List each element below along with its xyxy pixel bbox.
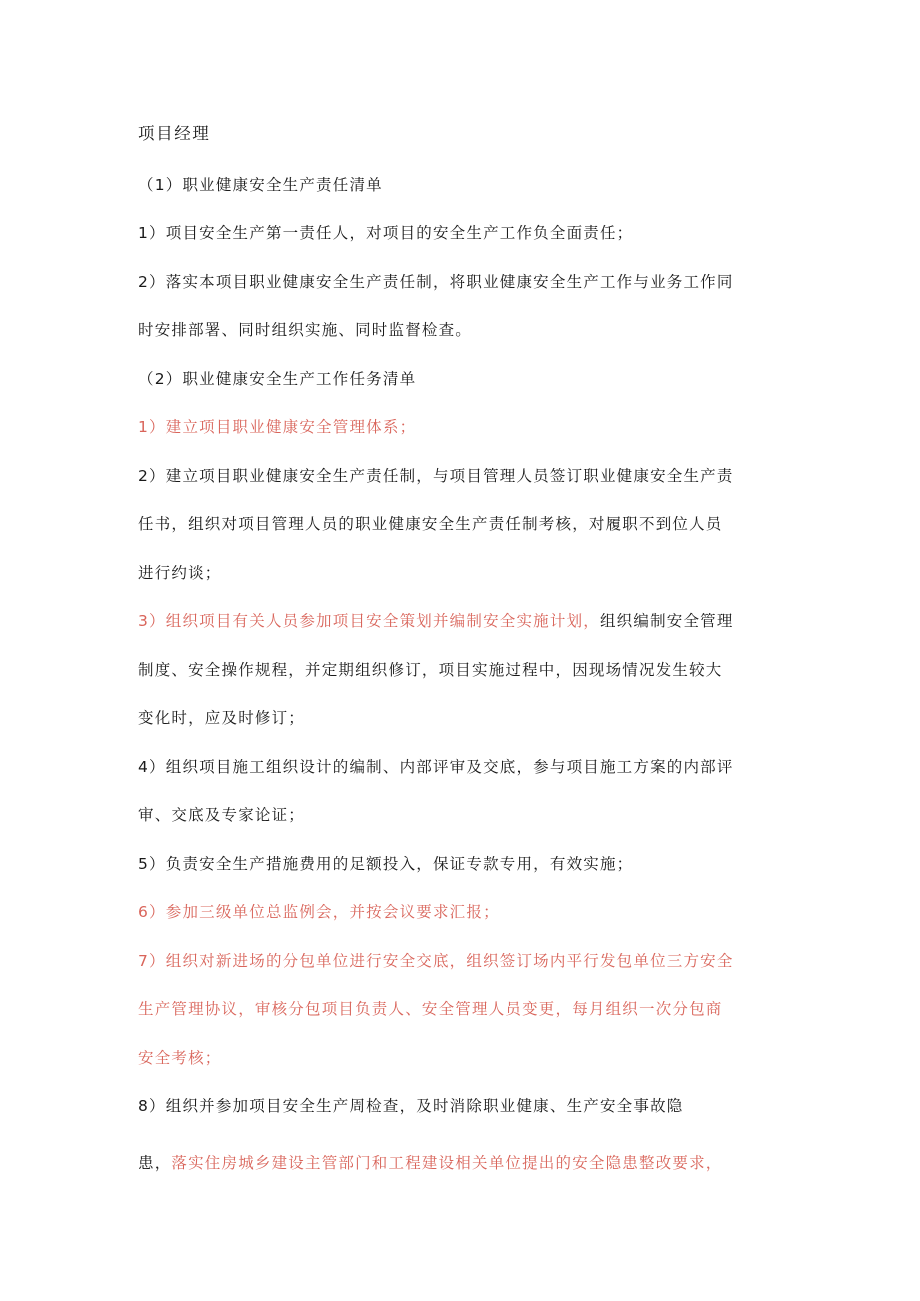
section-2-item-3-line-2: 制度、安全操作规程，并定期组织修订，项目实施过程中，因现场情况发生较大 [138, 661, 723, 679]
document-title: 项目经理 [138, 124, 211, 143]
section-2-item-7-line-2: 生产管理协议，审核分包项目负责人、安全管理人员变更，每月组织一次分包商 [138, 1000, 723, 1018]
section-1-item-2-line-1: 2）落实本项目职业健康安全生产责任制，将职业健康安全生产工作与业务工作同 [138, 273, 734, 291]
section-2-item-8-highlight: 落实住房城乡建设主管部门和工程建设相关单位提出的安全隐患整改要求， [171, 1154, 723, 1172]
section-2-item-8-line-2 [138, 1153, 723, 1173]
section-2-item-5: 5）负责安全生产措施费用的足额投入，保证专款专用，有效实施； [138, 855, 634, 873]
section-2-item-8-line-1: 8）组织并参加项目安全生产周检查，及时消除职业健康、生产安全事故隐 [138, 1097, 684, 1115]
section-2-item-2-line-3: 进行约谈； [138, 564, 222, 582]
section-1-item-1: 1）项目安全生产第一责任人，对项目的安全生产工作负全面责任； [138, 224, 634, 242]
section-2-heading: （2）职业健康安全生产工作任务清单 [138, 370, 417, 388]
section-2-item-7-line-1: 7）组织对新进场的分包单位进行安全交底，组织签订场内平行发包单位三方安全 [138, 952, 734, 970]
section-2-item-7-line-3: 安全考核； [138, 1049, 222, 1067]
section-2-item-2-line-2: 任书，组织对项目管理人员的职业健康安全生产责任制考核，对履职不到位人员 [138, 515, 723, 533]
section-2-item-3-line-1 [138, 611, 734, 631]
section-2-item-4-line-1: 4）组织项目施工组织设计的编制、内部评审及交底，参与项目施工方案的内部评 [138, 758, 734, 776]
section-2-item-1: 1）建立项目职业健康安全管理体系； [138, 418, 417, 436]
section-2-item-3-highlight: 3）组织项目有关人员参加项目安全策划并编制安全实施计划， [138, 612, 600, 630]
section-2-item-6: 6）参加三级单位总监例会，并按会议要求汇报； [138, 903, 500, 921]
section-2-item-3-line-3: 变化时，应及时修订； [138, 709, 306, 727]
section-2-item-3-rest: 组织编制安全管理 [599, 612, 734, 630]
section-1-heading: （1）职业健康安全生产责任清单 [138, 176, 383, 194]
section-2-item-4-line-2: 审、交底及专家论证； [138, 806, 306, 824]
section-1-item-2-line-2: 时安排部署、同时组织实施、同时监督检查。 [138, 321, 473, 339]
section-2-item-2-line-1: 2）建立项目职业健康安全生产责任制，与项目管理人员签订职业健康安全生产责 [138, 467, 734, 485]
section-2-item-8-prefix: 患， [138, 1154, 172, 1172]
